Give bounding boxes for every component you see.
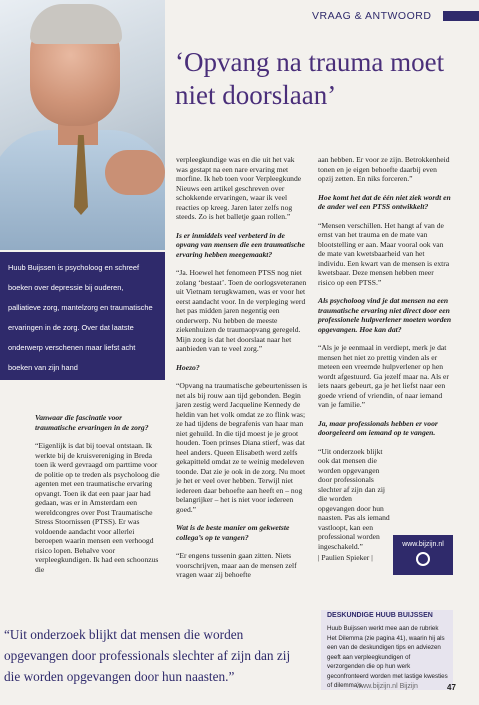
column-3 [318,155,452,572]
question: Vanwaar die fascinatie voor traumatische ervaringen in de zorg? [35,413,149,432]
pull-quote: “Uit onderzoek blijkt dat mensen die worden opgevangen door professionals slechter af zijn dan zij die worden opgevangen door hun naasten.” [4,627,291,684]
info-box-text: Huub Buijssen werkt mee aan de rubriek Het Dilemma (zie pagina 41), waarin hij als een van de deskundigen tips en adviezen geeft aan verpleegkundigen of verzorgenden die op hun werk geconfronteerd worden met lastige kwesties of dilemma’s. [327,625,448,689]
question: Hoezo? [176,362,200,372]
question: Wat is de beste manier om gekwetste collega’s op te vangen? [176,523,290,542]
answer: “Uit onderzoek blijkt ook dat mensen die worden opgevangen door professionals slechter af zijn dan zij die worden opgevangen door hun naasten. Pas als iemand vastloopt, kan een professional worden ingeschakeld.” [318,446,390,551]
answer: “Als je je eenmaal in verdiept, merk je dat mensen het niet zo prettig vinden als er meteen een vreemde hulpverlener op hen wordt afgestuurd. Ga jezelf maar na. Als er iets naars gebeurt, ga je het liefst naar een goede vriend of vriendin, of naar iemand van je familie.” [318,343,449,409]
question: Als psycholoog vind je dat mensen na een traumatische ervaring niet direct door een professionele hulpverlener moeten worden opgevangen. Hoe kan dat? [318,296,452,334]
question: Ja, maar professionals hebben er voor doorgeleerd om iemand op te vangen. [318,418,438,437]
section-bar [443,11,479,21]
question: Hoe komt het dat de één niet ziek wordt en de ander wel een PTSS ontwikkelt? [318,192,451,211]
portrait-photo [0,0,165,250]
answer: “Mensen verschillen. Het hangt af van de ernst van het trauma en de mate van blootstelling er aan. Maar vooral ook van de mate van kwetsbaarheid van het individu. Een kwart van de mensen is extra kwetsbaar. Deze mensen hebben meer risico op een PTSS.” [318,220,450,287]
question: Is er inmiddels veel verbeterd in de opvang van mensen die een traumatische ervaring hebben meegemaakt? [176,230,305,259]
footer-url: www.bijzijn.nl Bijzijn [356,683,418,690]
answer: “Opvang na traumatische gebeurtenissen is net als bij rouw aan tijd gebonden. Begin jaren zestig werd Jacqueline Kennedy de heldin van het volk omdat ze zo flink was; ze had tijdens de begrafenis van haar man niet gehuild. In die tijd moest je je groot houden. Toen prinses Diana stierf, was dat heel anders. Queen Elisabeth werd zelfs gekapitteld omdat ze te weinig medeleven toonde. Dat zie je ook in de zorg. Nu moet je het er veel over hebben. Terwijl niet iedereen daar behoefte aan heeft en – nog belangrijker – het is niet voor iedereen goed.” [176,381,308,514]
answer: “Er engens tussenin gaan zitten. Niets voorschrijven, maar aan de mensen zelf vragen waar zij behoefte [176,551,297,579]
answer: verpleegkundige was en die uit het vak was gestapt na een nare ervaring met morfine. Ik heb toen voor Verpleegkunde Nieuws een artikel geschreven over schokkende ervaringen, waar ik veel reacties op kreeg. Jaren later zelfs nog steeds. Zo is het balletje gaan rollen.” [176,155,302,221]
column-1 [35,413,162,583]
page-number: 47 [447,683,456,692]
answer: “Ja. Hoewel het fenomeen PTSS nog niet zolang ‘bestaat’. Toen de oorlogsveteranen uit Vietnam terugkwamen, was er voor het eerst aandacht voor. In de verpleging werd het pas midden jaren negentig een onderwerp. Nu hebben de meeste ziekenhuizen de traumaopvang geregeld. Mijn zorg is dat het doorslaat naar het aanbieden van te veel zorg.” [176,268,307,353]
web-link[interactable]: www.bijzijn.nl [402,541,444,548]
answer: aan hebben. Er voor ze zijn. Betrokkenheid tonen en je eigen behoefte daarbij even opzij zetten. En niks forceren.” [318,155,450,183]
column-2 [176,155,308,589]
signature: | Paulien Spieker | [318,553,373,562]
web-badge[interactable] [393,535,453,575]
article-title: ‘Opvang na trauma moet niet doorslaan’ [175,47,445,110]
section-label: VRAAG & ANTWOORD [312,10,432,22]
photo-caption: Huub Buijssen is psycholoog en schreef boeken over depressie bij ouderen, palliatieve zorg, mantelzorg en traumatische ervaringen in de zorg. Over dat laatste onderwerp verschenen maar liefst acht boeken van zijn hand [0,252,165,380]
answer: “Eigenlijk is dat bij toeval ontstaan. Ik werkte bij de kruisvereniging in Breda toen ik werd gevraagd om parttime voor de politie op te treden als psycholoog die agenten met een traumatische ervaring opvangt. Toen ik dat een paar jaar had gedaan, was er in Amsterdam een wereldcongres over Post Traumatische Stress Stoornissen (PTSS). Er was voldoende aandacht voor allerlei beroepen waarin mensen een verhoogd risico lopen. Behalve voor verpleegkundigen. Ik had een schoonzus die [35,441,160,574]
logo-icon [416,552,430,566]
info-box-title: DESKUNDIGE HUUB BUIJSSEN [327,612,433,619]
